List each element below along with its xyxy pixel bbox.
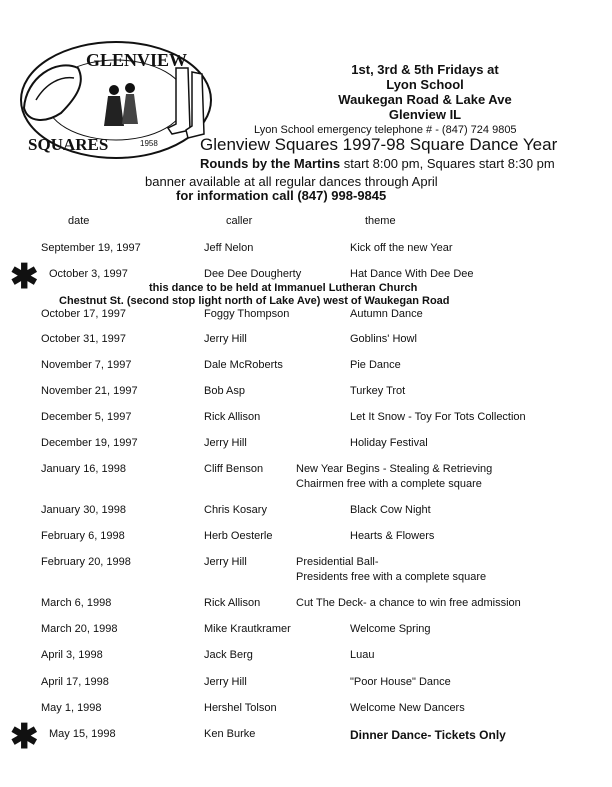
row-caller: Jeff Nelon — [204, 242, 254, 254]
phone-line: Lyon School emergency telephone # - (847) 724 9805 — [254, 124, 517, 136]
row-date: December 5, 1997 — [41, 411, 132, 423]
row-caller: Herb Oesterle — [204, 530, 273, 542]
row-date: November 21, 1997 — [41, 385, 138, 397]
row-theme: New Year Begins - Stealing & Retrieving — [296, 463, 493, 475]
row-caller: Bob Asp — [204, 385, 245, 397]
season-title: Glenview Squares 1997-98 Square Dance Year — [200, 135, 558, 154]
row-theme: Welcome New Dancers — [350, 702, 465, 714]
row-theme-detail: Chairmen free with a complete square — [296, 478, 482, 490]
row-date: January 16, 1998 — [41, 463, 127, 475]
row-theme: Goblins' Howl — [350, 333, 417, 345]
row-caller: Chris Kosary — [204, 504, 267, 516]
row-caller: Dale McRoberts — [204, 359, 283, 371]
row-caller: Mike Krautkramer — [204, 623, 291, 635]
table-row — [0, 530, 612, 548]
row-date: January 30, 1998 — [41, 504, 127, 516]
table-row — [0, 242, 612, 260]
row-theme-detail: Presidents free with a complete square — [296, 571, 487, 583]
table-row — [0, 308, 612, 326]
rounds-line — [200, 156, 555, 171]
table-row — [0, 437, 612, 455]
table-row — [0, 411, 612, 429]
row-theme: Holiday Festival — [350, 437, 428, 449]
row-date: March 6, 1998 — [41, 597, 112, 609]
row-theme: Autumn Dance — [350, 308, 423, 320]
row-theme: Hearts & Flowers — [350, 530, 435, 542]
row-caller: Cliff Benson — [204, 463, 264, 475]
banner-line: banner available at all regular dances through April — [145, 174, 438, 189]
row-date: April 3, 1998 — [41, 649, 103, 661]
table-row — [0, 359, 612, 377]
row-caller: Ken Burke — [204, 728, 256, 740]
row-date: October 31, 1997 — [41, 333, 127, 345]
row-date: May 15, 1998 — [49, 728, 116, 740]
asterisk-icon: ✱ — [10, 258, 39, 296]
row-caller: Jerry Hill — [204, 333, 247, 345]
row-caller: Rick Allison — [204, 411, 261, 423]
row-date: May 1, 1998 — [41, 702, 102, 714]
row-caller: Hershel Tolson — [204, 702, 277, 714]
glenview-squares-logo — [16, 38, 216, 163]
row-date: December 19, 1997 — [41, 437, 138, 449]
city-line: Glenview IL — [388, 107, 462, 122]
church-note-line2: Chestnut St. (second stop light north of Lake Ave) west of Waukegan Road — [59, 295, 450, 307]
row-date: February 20, 1998 — [41, 556, 131, 568]
table-row — [0, 504, 612, 522]
row-caller: Foggy Thompson — [204, 308, 290, 320]
row-date: April 17, 1998 — [41, 676, 109, 688]
row-date: September 19, 1997 — [41, 242, 141, 254]
asterisk-icon: ✱ — [10, 718, 39, 756]
row-theme: Cut The Deck- a chance to win free admission — [296, 597, 521, 609]
table-row — [0, 623, 612, 641]
row-theme: Kick off the new Year — [350, 242, 453, 254]
row-theme: Turkey Trot — [350, 385, 406, 397]
column-header-date: date — [68, 215, 90, 227]
row-theme: Luau — [350, 649, 375, 661]
row-caller: Jerry Hill — [204, 676, 247, 688]
table-row — [0, 649, 612, 667]
row-date: October 3, 1997 — [49, 268, 128, 280]
rounds-rest: start 8:00 pm, Squares start 8:30 pm — [340, 156, 555, 171]
row-date: March 20, 1998 — [41, 623, 118, 635]
row-theme: Let It Snow - Toy For Tots Collection — [350, 411, 526, 423]
row-theme: Hat Dance With Dee Dee — [350, 268, 474, 280]
venue-block — [285, 62, 565, 122]
row-date: October 17, 1997 — [41, 308, 127, 320]
table-row — [0, 597, 612, 615]
table-row — [0, 556, 612, 588]
row-date: November 7, 1997 — [41, 359, 132, 371]
column-header-theme: theme — [365, 215, 396, 227]
row-theme: Dinner Dance- Tickets Only — [350, 728, 506, 742]
table-row — [0, 676, 612, 694]
logo-bottom-text: SQUARES — [28, 135, 109, 154]
row-caller: Dee Dee Dougherty — [204, 268, 302, 280]
table-row — [0, 463, 612, 495]
table-row — [0, 728, 612, 746]
table-row — [0, 333, 612, 351]
logo-year: 1958 — [140, 139, 158, 148]
row-theme: "Poor House" Dance — [350, 676, 451, 688]
row-theme: Presidential Ball- — [296, 556, 379, 568]
row-caller: Jerry Hill — [204, 556, 247, 568]
road-line: Waukegan Road & Lake Ave — [338, 92, 512, 107]
column-header-caller: caller — [226, 215, 253, 227]
row-caller: Rick Allison — [204, 597, 261, 609]
church-note-line1: this dance to be held at Immanuel Lutheran Church — [149, 282, 418, 294]
row-theme: Black Cow Night — [350, 504, 431, 516]
row-caller: Jerry Hill — [204, 437, 247, 449]
row-theme: Welcome Spring — [350, 623, 431, 635]
info-line: for information call (847) 998-9845 — [176, 188, 387, 203]
rounds-bold: Rounds by the Martins — [200, 156, 341, 171]
logo-top-text: GLENVIEW — [86, 50, 188, 70]
school-line: Lyon School — [386, 77, 464, 92]
table-row — [0, 385, 612, 403]
row-caller: Jack Berg — [204, 649, 253, 661]
schedule-line: 1st, 3rd & 5th Fridays at — [351, 62, 499, 77]
row-theme: Pie Dance — [350, 359, 401, 371]
row-date: February 6, 1998 — [41, 530, 125, 542]
table-row — [0, 702, 612, 720]
